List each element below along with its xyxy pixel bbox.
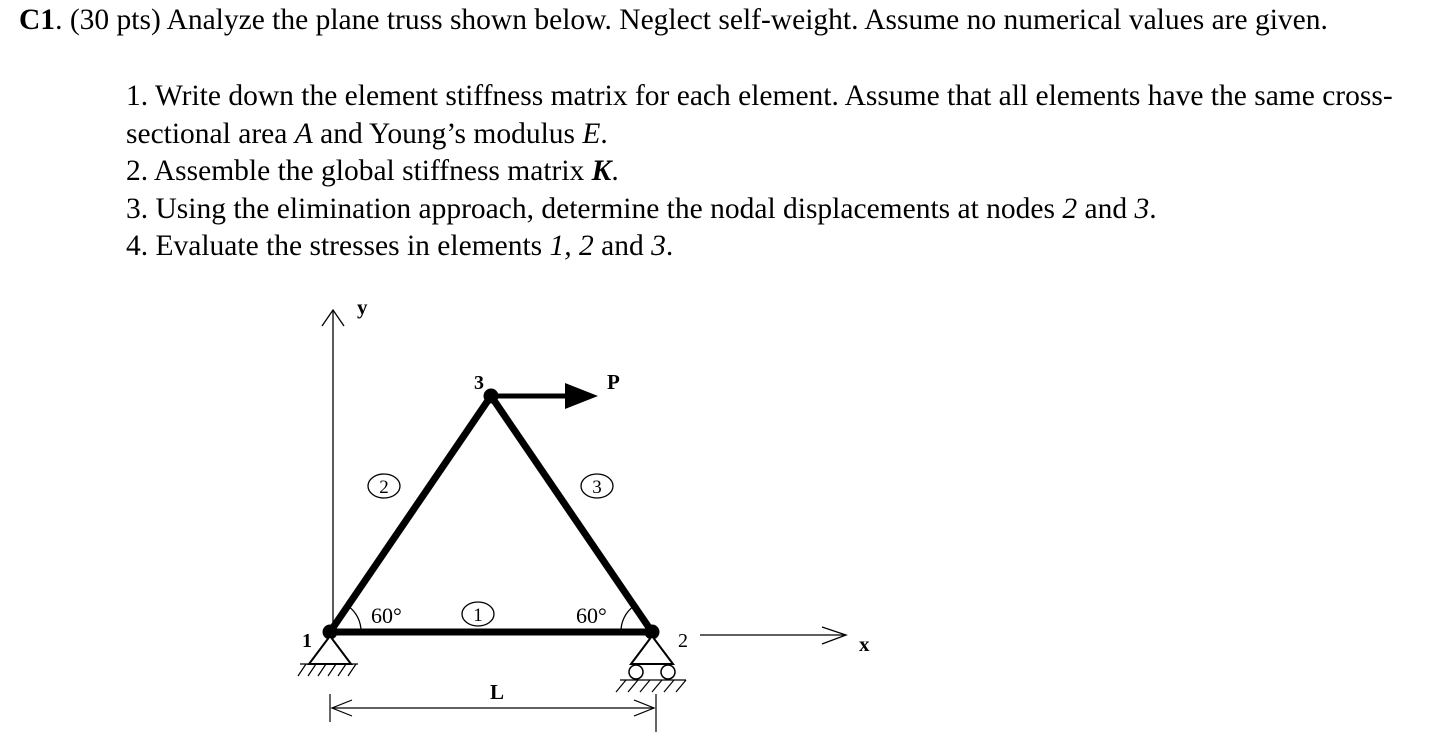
length-label: L (490, 680, 505, 704)
x-axis-label: x (859, 632, 870, 656)
stiffness-symbol: K (591, 155, 612, 187)
svg-text:1: 1 (473, 605, 483, 626)
task-item-1: 1. Write down the element stiffness matrix for each element. Assume that all elements have the same cross-sectional area A and Young’s modulus E. (126, 80, 1393, 150)
area-symbol: A (294, 117, 313, 150)
length-dimension (330, 680, 656, 732)
angle-left-label: 60° (371, 603, 402, 628)
element-2-bar (330, 396, 491, 632)
element-label-3 (581, 474, 613, 498)
angle-arc-left (348, 606, 361, 632)
node-label-3: 3 (474, 372, 484, 394)
roller-support-icon (616, 636, 686, 692)
load-label: P (607, 370, 620, 394)
node-label-2: 2 (678, 630, 688, 652)
task-item-3: 3. Using the elimination approach, determine the nodal displacements at nodes 2 and 3. (126, 192, 1157, 225)
angle-arc-right (621, 606, 634, 632)
task-item-2: 2. Assemble the global stiffness matrix K. (126, 155, 619, 187)
question-text: . (30 pts) Analyze the plane truss shown below. Neglect self-weight. Assume no numerical values are given. (55, 4, 1328, 36)
node-label-1: 1 (302, 630, 312, 652)
angle-right-label: 60° (576, 603, 607, 628)
svg-text:2: 2 (379, 477, 389, 498)
load-arrow (491, 370, 620, 409)
element-3-bar (491, 396, 652, 632)
element-label-1 (462, 602, 494, 626)
question-number: C1 (19, 4, 56, 36)
y-axis-label: y (357, 295, 368, 319)
element-label-2 (368, 474, 400, 498)
modulus-symbol: E (582, 117, 601, 150)
x-axis (700, 627, 870, 656)
task-item-4: 4. Evaluate the stresses in elements 1, 2 and 3. (126, 230, 674, 262)
svg-text:3: 3 (592, 477, 602, 498)
node-3 (484, 389, 499, 404)
